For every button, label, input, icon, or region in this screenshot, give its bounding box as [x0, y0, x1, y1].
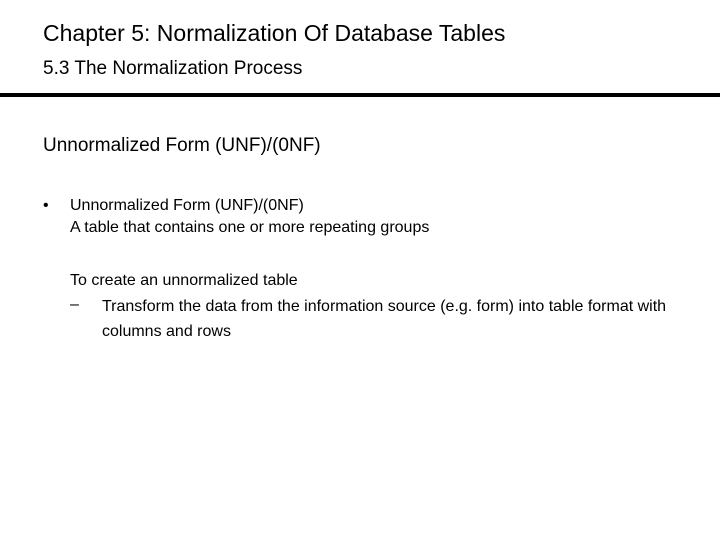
bullet-text [70, 195, 429, 239]
bullet-icon: • [43, 197, 49, 214]
slide-title: Chapter 5: Normalization Of Database Tables [43, 20, 506, 46]
section-heading: Unnormalized Form (UNF)/(0NF) [43, 135, 321, 156]
sub-list-item [70, 294, 690, 344]
dash-icon: – [70, 296, 79, 313]
bullet-line-term: Unnormalized Form (UNF)/(0NF) [70, 197, 304, 214]
title-divider [0, 93, 720, 97]
sub-item-text: Transform the data from the information source (e.g. form) into table format with columns and rows [102, 298, 667, 340]
bullet-line-definition: A table that contains one or more repeating groups [70, 219, 430, 236]
slide-subtitle: 5.3 The Normalization Process [43, 58, 303, 79]
bullet-item [43, 195, 693, 239]
note-block [70, 270, 690, 344]
bullet-list [43, 195, 693, 239]
note-intro: To create an unnormalized table [70, 272, 298, 289]
